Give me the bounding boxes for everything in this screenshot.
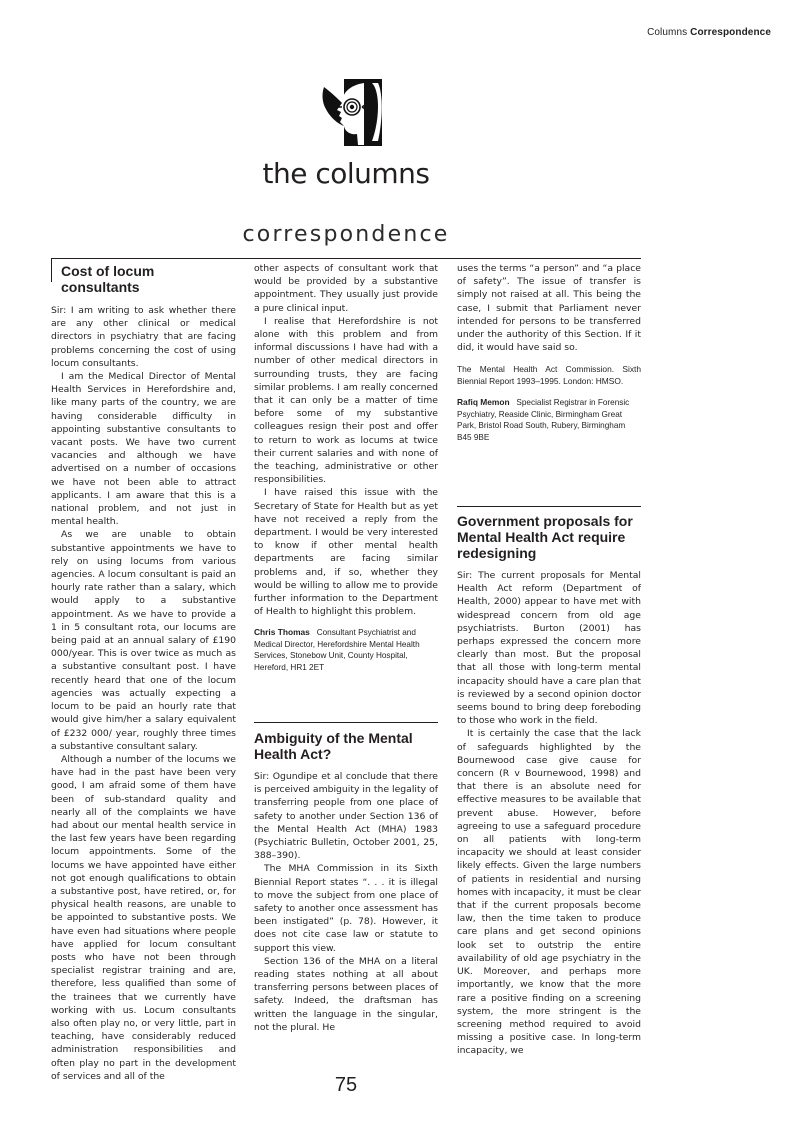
article-3-heading: Government proposals for Mental Health Act require redesigning bbox=[457, 513, 633, 561]
article-2-reference: The Mental Health Act Commission. Sixth Biennial Report 1993–1995. London: HMSO. bbox=[457, 364, 641, 386]
article-1-paragraph: I have raised this issue with the Secretary of State for Health but as yet have not received a reply from the department. I would be very interested to know if other mental health departments are facing similar problems and, if so, whether they would be willing to allow me to provide further information to the Department of Health to highlight this problem. bbox=[254, 487, 438, 618]
signature-name: Chris Thomas bbox=[254, 627, 310, 638]
column-3 bbox=[457, 262, 641, 443]
article-1-paragraph: I realise that Herefordshire is not alone with this problem and from informal discussions I have had with a number of other medical directors in surrounding trusts, they are facing similar problems. I am really concerned that it can only be a matter of time before some of my substantive colleagues resign their post and offer to return to work as locums at twice their current salaries and with none of the teaching, administrative or other responsibilities. bbox=[254, 315, 438, 486]
running-head bbox=[647, 27, 771, 38]
article-1-heading: Cost of locum consultants bbox=[61, 263, 155, 295]
running-head-title: Correspondence bbox=[690, 27, 771, 38]
article-1-paragraph: As we are unable to obtain substantive appointments we have to rely on using locums from various agencies. A locum consultant is paid an hourly rate rather than a salary, which would apply to a substantive appointment. As we have to provide a 1 in 5 consultant rota, our locums are being paid at an annual salary of £190 000/year. This is over twice as much as a substantive consultant post. I have recently heard that one of the locum agencies was actually expecting a locum to be paid an hourly rate that would give him/her a salary equivalent of £232 000/ year, roughly three times a substantive consultant salary. bbox=[51, 529, 236, 752]
header-rule bbox=[51, 258, 641, 259]
article-1-paragraph: Sir: I am writing to ask whether there are any other clinical or medical directors in psychiatry that are facing problems concerning the cost of using locum consultants. bbox=[51, 305, 236, 369]
column-1 bbox=[51, 263, 236, 1083]
signature-affiliation: Specialist Registrar in Forensic Psychiatry, Reaside Clinic, Birmingham Great Park, Bristol Road South, Rubery, Birmingham B45 9BE bbox=[457, 398, 630, 442]
column-2-lower bbox=[254, 730, 438, 1034]
running-head-section: Columns bbox=[647, 27, 688, 38]
page-number: 75 bbox=[334, 1074, 358, 1096]
masthead-subtitle: correspondence bbox=[242, 222, 450, 247]
signature-name: Rafiq Memon bbox=[457, 397, 510, 408]
column-3-lower bbox=[457, 513, 641, 1058]
signature-affiliation: Consultant Psychiatrist and Medical Director, Herefordshire Mental Health Services, Stonebow Unit, County Hospital, Hereford, HR1 2ET bbox=[254, 628, 420, 672]
article-1-paragraph: Although a number of the locums we have had in the past have been very good, I am afraid some of them have been of sub-standard quality and nearly all of the complaints we have had about our mental health service in the last few years have been regarding locum appointments. Some of the locums we have appointed have either not got enough qualifications to obtain a substantive post, have retired, or, for physical health reasons, are unable to be appointed to substantive posts. We have even had situations where people have applied for locum consultant posts who have not been through specialist registrar training and are, therefore, less qualified than some of the trainees that we currently have working with us. Locum consultants also often play no, or very little, part in teaching, have considerably reduced administration responsibilities and often play no part in the development of services and all of the bbox=[51, 753, 236, 1082]
article-2-rule bbox=[254, 722, 438, 723]
article-2-paragraph: uses the terms “a person” and “a place of safety”. The issue of transfer is simply not raised at all. This being the case, I submit that Parliament never intended for persons to be transferred under the authority of this Section. If it did, it would have said so. bbox=[457, 263, 641, 354]
masthead-title: the columns bbox=[262, 157, 430, 190]
article-1-signature bbox=[254, 627, 438, 673]
columns-logo-icon bbox=[320, 79, 382, 146]
article-2-paragraph: Sir: Ogundipe et al conclude that there is perceived ambiguity in the legality of transferring people from one place of safety to another under Section 136 of the Mental Health Act (MHA) 1983 (Psychiatric Bulletin, October 2001, 25, 388–390). bbox=[254, 771, 438, 862]
article-2-paragraph: Section 136 of the MHA on a literal reading states nothing at all about transferring persons between places of safety. Indeed, the draftsman has written the language in the singular, not the plural. He bbox=[254, 955, 438, 1033]
article-3-paragraph: It is certainly the case that the lack of safeguards highlighted by the Bournewood case give cause for concern (R v Bournewood, 1998) and that there is an absolute need for effective measures to be available that prevent abuse. However, before agreeing to use a safeguard procedure on all patients with long-term incapacity we should at least consider likely effects. Given the large numbers of patients in residential and nursing homes with incapacity, it must be clear that if the current proposals become law, then the time taken to produce care plans and get second opinions look set to outstrip the entire availability of old age psychiatry in the UK. Moreover, and perhaps more importantly, we know that the more rare a positive finding on a screening system, the more stringent is the screening method required to avoid missing a positive case. In long-term incapacity, we bbox=[457, 728, 641, 1057]
article-1-paragraph: I am the Medical Director of Mental Health Services in Herefordshire and, like many parts of the country, we are having considerable difficulty in appointing substantive consultants to vacant posts. We have two current vacancies and although we have advertised on a number of occasions we have not been able to attract applicants. I am aware that this is a national problem, and not just in mental health. bbox=[51, 371, 236, 528]
article-1-paragraph: other aspects of consultant work that would be provided by a substantive appointment. They usually just provide a pure clinical input. bbox=[254, 263, 438, 314]
column-2 bbox=[254, 262, 438, 673]
article-2-signature bbox=[457, 397, 641, 443]
article-3-paragraph: Sir: The current proposals for Mental Health Act reform (Department of Health, 2000) appear to have met with widespread concern from old age psychiatrists. Burton (2001) has perhaps expressed the concern more clearly than most. But the proposal that all those with long-term mental incapacity should have a care plan that is reviewed by a second opinion doctor seems bound to bring deep foreboding to those who work in the field. bbox=[457, 570, 641, 727]
article-2-paragraph: The MHA Commission in its Sixth Biennial Report states “. . . it is illegal to move the subject from one place of safety to another once assessment has been instigated” (p. 78). However, it does not cite case law or statute to support this view. bbox=[254, 863, 438, 954]
article-3-rule bbox=[457, 506, 641, 507]
article-2-heading: Ambiguity of the Mental Health Act? bbox=[254, 730, 413, 762]
